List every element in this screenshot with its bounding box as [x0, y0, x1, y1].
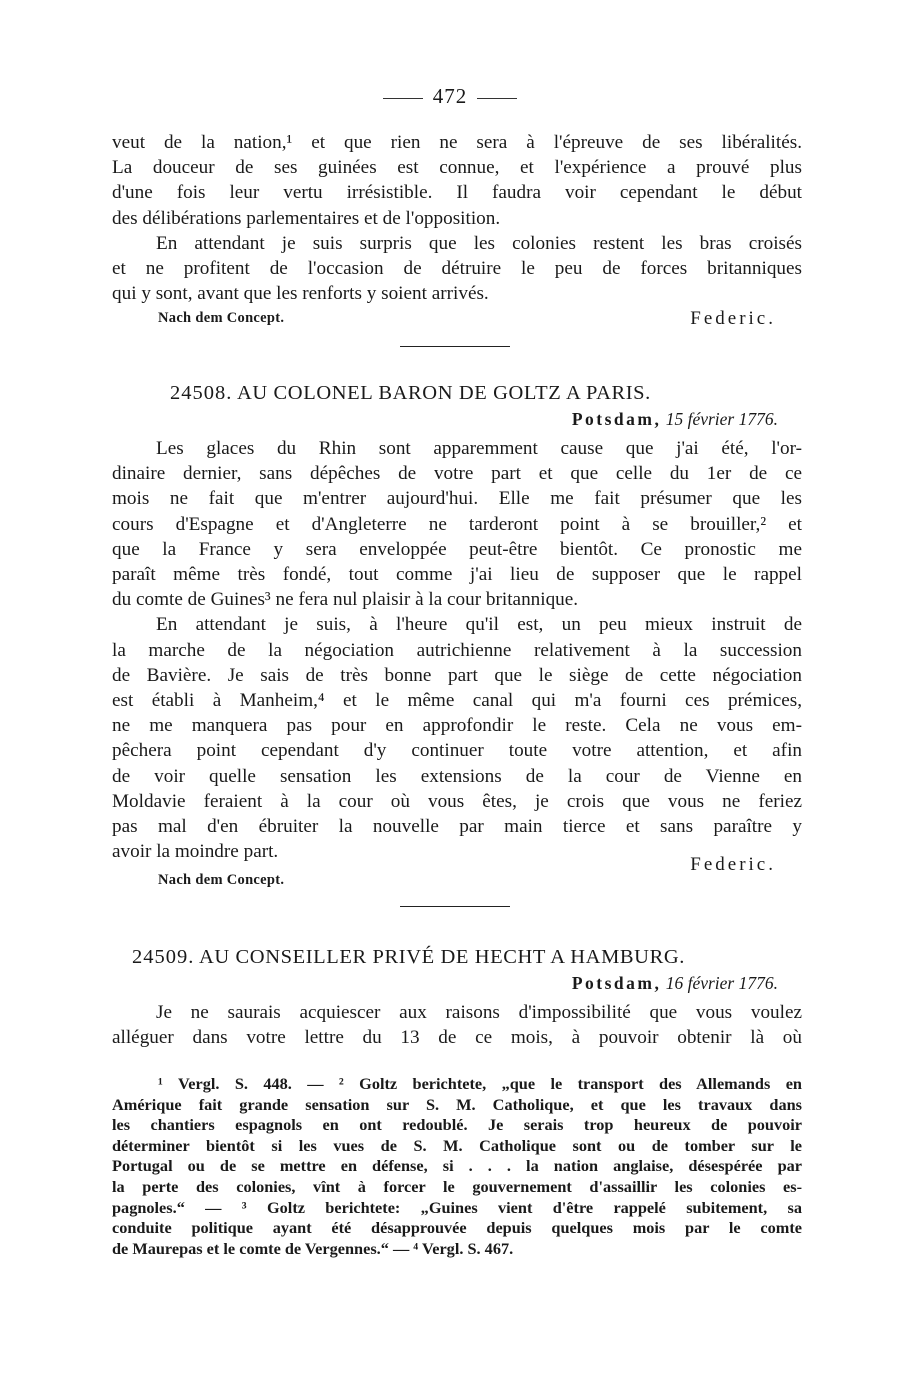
text-line: En attendant je suis, à l'heure qu'il est, un peu mieux instruit de	[156, 614, 802, 636]
page-number-text: 472	[432, 84, 468, 108]
text-line: de Bavière. Je sais de très bonne part que le siège de cette négociation	[112, 664, 802, 686]
footnotes	[112, 1074, 802, 1259]
footnote-line: Portugal ou de se mettre en défense, si . . . la nation anglaise, désespérée par	[112, 1156, 802, 1176]
signature: Federic.	[690, 854, 776, 876]
dateline-place: Potsdam,	[571, 409, 662, 429]
text-line: alléguer dans votre lettre du 13 de ce mois, à pouvoir obtenir là où	[112, 1027, 802, 1049]
continued-letter	[112, 130, 802, 335]
text-line: de voir quelle sensation les extensions de la cour de Vienne en	[112, 765, 802, 787]
text-line: veut de la nation,¹ et que rien ne sera à l'épreuve de ses libéralités.	[112, 132, 802, 153]
footnote-line: la perte des colonies, vînt à forcer le gouvernement d'assaillir les colonies es-	[112, 1176, 802, 1196]
letter-24508	[112, 382, 802, 890]
footnote-line: Amérique fait grande sensation sur S. M. Catholique, et que les travaux dans	[112, 1094, 802, 1114]
letter-number: 24508.	[170, 382, 233, 404]
source-note: Nach dem Concept.	[158, 310, 285, 327]
text-line: La douceur de ses guinées est connue, et l'expérience a prouvé plus	[112, 157, 802, 179]
footnote-line: conduite politique ayant été désapprouvée depuis quelques mois par le comte	[112, 1218, 802, 1238]
footnote-line: les chantiers espagnols en ont redoublé. Je serais trop heureux de pouvoir	[112, 1115, 802, 1135]
text-line: cours d'Espagne et d'Angleterre ne tarderont point à se brouiller,² et	[112, 513, 802, 535]
section-divider	[400, 346, 510, 347]
text-line: Je ne saurais acquiescer aux raisons d'impossibilité que vous voulez	[156, 1002, 802, 1023]
footnote-line: ¹ Vergl. S. 448. — ² Goltz berichtete, „que le transport des Allemands en	[158, 1074, 802, 1093]
source-note: Nach dem Concept.	[158, 872, 285, 889]
text-line: avoir la moindre part.	[112, 841, 279, 863]
closing-row	[112, 854, 802, 890]
page-number-dash-left	[383, 98, 423, 99]
text-line: du comte de Guines³ ne fera nul plaisir à la cour britannique.	[112, 589, 579, 611]
closing-row	[112, 310, 802, 335]
page-number-dash-right	[477, 98, 517, 99]
footnote-line: pagnoles.“ — ³ Goltz berichtete: „Guines vient d'être rappelé subitement, sa	[112, 1197, 802, 1217]
text-line: pêchera point cependant d'y continuer toute votre attention, et afin	[112, 740, 802, 762]
dateline	[112, 409, 802, 430]
text-line: pas mal d'en ébruiter la nouvelle par main tierce et sans paraître y	[112, 816, 802, 838]
dateline	[112, 973, 802, 994]
letter-paragraph-2	[112, 612, 802, 864]
text-line: d'une fois leur vertu irrésistible. Il faudra voir cependant le début	[112, 182, 802, 204]
dateline-place: Potsdam,	[571, 973, 662, 993]
section-divider	[400, 906, 510, 907]
text-line: que la France y sera enveloppée peut-être bientôt. Ce pronostic me	[112, 538, 802, 560]
text-line: et ne profitent de l'occasion de détruire le peu de forces britanniques	[112, 258, 802, 280]
text-line: est établi à Manheim,⁴ et le même canal qui m'a fourni ces prémices,	[112, 690, 802, 712]
text-line: dinaire dernier, sans dépêches de votre part et que celle du 1er de ce	[112, 463, 802, 485]
text-line: paraît même très fondé, tout comme j'ai lieu de supposer que le rappel	[112, 564, 802, 586]
text-line: mois ne fait que m'entrer aujourd'hui. Elle me fait présumer que les	[112, 488, 802, 510]
continued-paragraph-2	[112, 231, 802, 307]
letter-heading	[112, 382, 802, 405]
letter-heading	[112, 946, 802, 969]
text-line: Moldavie feraient à la cour où vous êtes, je crois que vous ne feriez	[112, 790, 802, 812]
letter-paragraph-1	[112, 436, 802, 612]
continued-paragraph-1	[112, 130, 802, 231]
letter-title: AU COLONEL BARON DE GOLTZ A PARIS.	[236, 382, 651, 404]
letter-24509	[112, 946, 802, 1050]
letter-paragraph-1	[112, 1000, 802, 1050]
text-line: qui y sont, avant que les renforts y soient arrivés.	[112, 283, 489, 305]
text-line: En attendant je suis surpris que les colonies restent les bras croisés	[156, 232, 802, 254]
text-line: ne me manquera pas pour en approfondir le reste. Cela ne vous em-	[112, 715, 802, 737]
page-number	[0, 84, 900, 109]
footnote-line: déterminer bientôt si les vues de S. M. Catholique sont ou de tomber sur le	[112, 1135, 802, 1155]
text-line: Les glaces du Rhin sont apparemment cause que j'ai été, l'or-	[156, 438, 802, 459]
dateline-date: 15 février 1776.	[665, 409, 778, 429]
letter-title: AU CONSEILLER PRIVÉ DE HECHT A HAMBURG.	[198, 946, 685, 968]
text-line: des délibérations parlementaires et de l'opposition.	[112, 207, 501, 229]
text-line: la marche de la négociation autrichienne relativement à la succession	[112, 639, 802, 661]
letter-number: 24509.	[132, 946, 195, 968]
footnote-line: de Maurepas et le comte de Vergennes.“ — ⁴ Vergl. S. 467.	[112, 1238, 514, 1258]
dateline-date: 16 février 1776.	[665, 973, 778, 993]
signature: Federic.	[690, 308, 776, 330]
